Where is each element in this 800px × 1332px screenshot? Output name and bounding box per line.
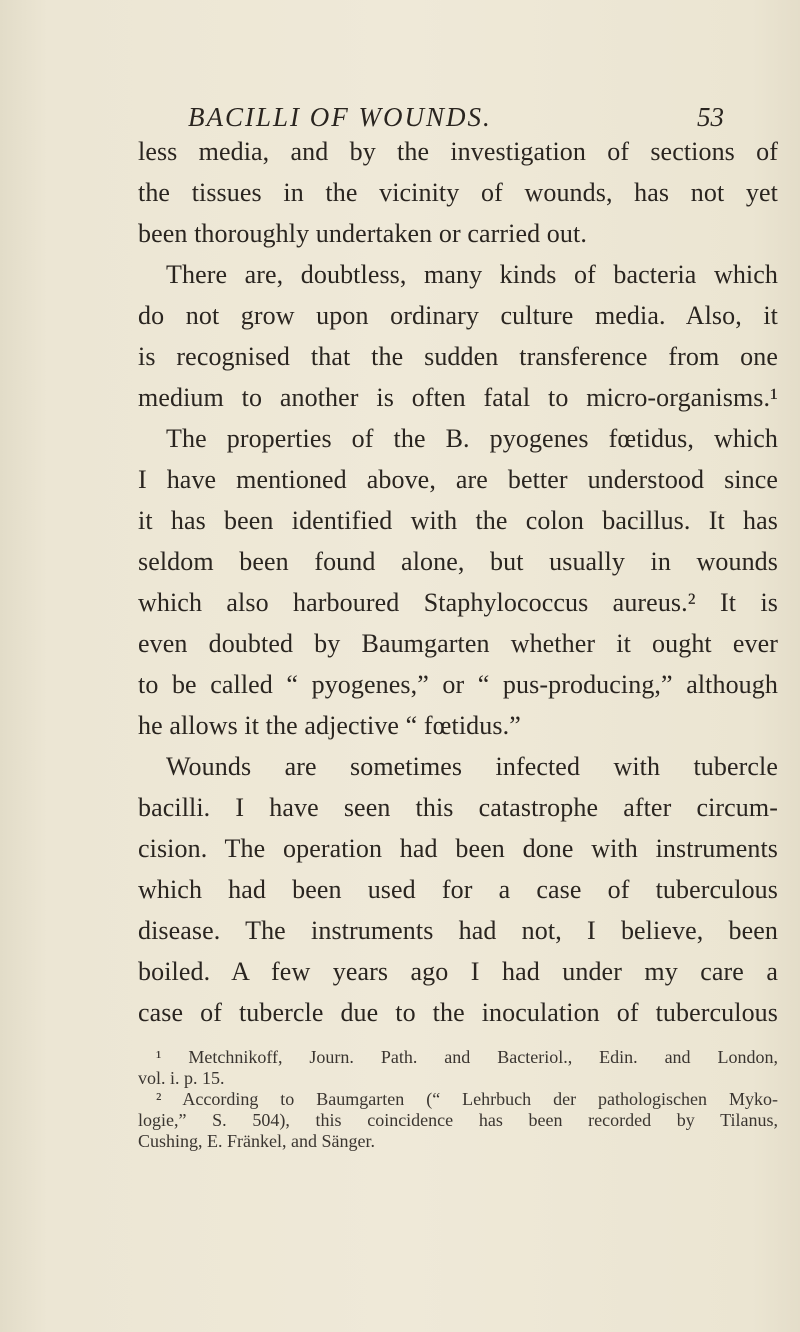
page-number: 53: [697, 102, 724, 132]
text-line: been thoroughly undertaken or carried out.: [138, 219, 587, 248]
footnote-line: ¹ Metchnikoff, Journ. Path. and Bacteriol., Edin. and London,: [156, 1047, 778, 1067]
text-line: case of tubercle due to the inoculation of tuberculous: [138, 998, 778, 1027]
text-line: I have mentioned above, are better understood since: [138, 465, 778, 494]
footnote-line: vol. i. p. 15.: [138, 1068, 225, 1088]
text-line: bacilli. I have seen this catastrophe after circum-: [138, 793, 778, 822]
text-line: medium to another is often fatal to micro-organisms.¹: [138, 383, 778, 412]
footnote-line: logie,” S. 504), this coincidence has been recorded by Tilanus,: [138, 1110, 778, 1130]
text-line: do not grow upon ordinary culture media. Also, it: [138, 301, 778, 330]
text-line: the tissues in the vicinity of wounds, has not yet: [138, 178, 778, 207]
text-line: less media, and by the investigation of sections of: [138, 137, 778, 166]
text-line: he allows it the adjective “ fœtidus.”: [138, 711, 521, 740]
text-line: cision. The operation had been done with instruments: [138, 834, 778, 863]
text-line: to be called “ pyogenes,” or “ pus-producing,” although: [138, 670, 778, 699]
body-text: [138, 131, 778, 1033]
text-line: it has been identified with the colon bacillus. It has: [138, 506, 778, 535]
footnote-line: ² According to Baumgarten (“ Lehrbuch der pathologischen Myko-: [156, 1089, 778, 1109]
text-line: even doubted by Baumgarten whether it ought ever: [138, 629, 778, 658]
footnote-line: Cushing, E. Fränkel, and Sänger.: [138, 1131, 375, 1151]
text-line: which had been used for a case of tuberculous: [138, 875, 778, 904]
text-line: boiled. A few years ago I had under my care a: [138, 957, 778, 986]
text-line: Wounds are sometimes infected with tubercle: [166, 752, 778, 781]
text-line: which also harboured Staphylococcus aureus.² It is: [138, 588, 778, 617]
text-line: disease. The instruments had not, I believe, been: [138, 916, 778, 945]
text-line: is recognised that the sudden transference from one: [138, 342, 778, 371]
running-head: BACILLI OF WOUNDS.: [188, 102, 492, 132]
text-line: There are, doubtless, many kinds of bacteria which: [166, 260, 778, 289]
text-line: seldom been found alone, but usually in wounds: [138, 547, 778, 576]
footnotes: [138, 1047, 778, 1152]
text-line: The properties of the B. pyogenes fœtidus, which: [166, 424, 778, 453]
